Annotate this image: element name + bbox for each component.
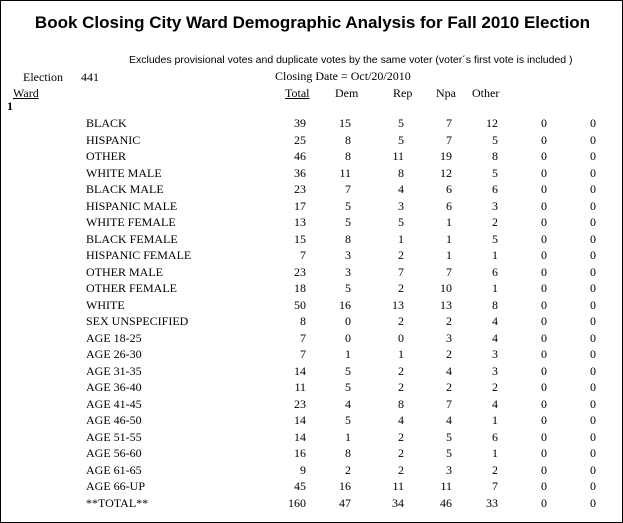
cell-extra-2: 0 xyxy=(590,231,596,246)
cell-extra-1: 0 xyxy=(541,182,547,196)
cell-dem: 47 xyxy=(339,495,351,510)
cell-extra-2: 0 xyxy=(590,495,596,510)
cell-rep: 1 xyxy=(398,347,404,361)
cell-extra-1: 0 xyxy=(541,281,547,295)
cell-other: 8 xyxy=(492,297,498,312)
cell-rep: 0 xyxy=(398,330,404,345)
cell-extra-2: 0 xyxy=(590,347,596,361)
report-title: Book Closing City Ward Demographic Analysis for Fall 2010 Election xyxy=(34,13,591,32)
cell-other: 6 xyxy=(492,264,498,279)
cell-extra-2: 0 xyxy=(590,215,596,229)
cell-extra-2: 0 xyxy=(590,396,596,411)
cell-total: 11 xyxy=(294,380,306,394)
cell-npa: 4 xyxy=(446,413,452,427)
cell-extra-1: 0 xyxy=(541,149,547,163)
cell-extra-1: 0 xyxy=(541,363,547,378)
cell-rep: 2 xyxy=(398,380,404,394)
column-header-rep: Rep xyxy=(393,86,413,100)
cell-extra-1: 0 xyxy=(541,248,547,262)
closing-date: Closing Date = Oct/20/2010 xyxy=(275,69,411,83)
cell-total: 160 xyxy=(288,495,306,510)
cell-total: 36 xyxy=(294,165,306,180)
cell-extra-2: 0 xyxy=(590,429,596,444)
cell-extra-2: 0 xyxy=(590,297,596,312)
cell-rep: 2 xyxy=(398,462,404,477)
cell-other: 7 xyxy=(492,479,498,493)
table-row xyxy=(1,115,623,131)
cell-other: 12 xyxy=(486,116,498,130)
cell-total: 25 xyxy=(294,132,306,147)
cell-npa: 2 xyxy=(446,314,452,328)
cell-rep: 5 xyxy=(398,132,404,147)
cell-other: 1 xyxy=(492,248,498,262)
cell-dem: 3 xyxy=(345,248,351,262)
row-label: AGE 31-35 xyxy=(86,363,142,378)
cell-rep: 2 xyxy=(398,281,404,295)
cell-extra-2: 0 xyxy=(590,413,596,427)
cell-npa: 7 xyxy=(446,132,452,147)
cell-rep: 5 xyxy=(398,116,404,130)
cell-npa: 19 xyxy=(440,149,452,163)
row-label: AGE 61-65 xyxy=(86,462,142,477)
cell-extra-1: 0 xyxy=(541,264,547,279)
table-row xyxy=(1,247,623,263)
row-label: AGE 66-UP xyxy=(86,479,145,493)
cell-other: 2 xyxy=(492,215,498,229)
column-header-npa: Npa xyxy=(436,86,456,100)
cell-extra-2: 0 xyxy=(590,462,596,477)
cell-extra-1: 0 xyxy=(541,165,547,180)
row-label: AGE 56-60 xyxy=(86,446,142,460)
cell-rep: 7 xyxy=(398,264,404,279)
cell-dem: 4 xyxy=(345,396,351,411)
table-row xyxy=(1,379,623,395)
election-label: Election xyxy=(23,70,63,84)
cell-rep: 4 xyxy=(398,182,404,196)
cell-rep: 2 xyxy=(398,248,404,262)
row-label: AGE 36-40 xyxy=(86,380,142,394)
table-row xyxy=(1,462,623,478)
table-row xyxy=(1,165,623,181)
cell-other: 3 xyxy=(492,198,498,213)
row-label: AGE 26-30 xyxy=(86,347,142,361)
table-row xyxy=(1,429,623,445)
cell-dem: 8 xyxy=(345,132,351,147)
cell-dem: 5 xyxy=(345,363,351,378)
cell-extra-1: 0 xyxy=(541,215,547,229)
row-label: HISPANIC xyxy=(86,132,141,147)
cell-extra-1: 0 xyxy=(541,413,547,427)
cell-npa: 46 xyxy=(440,495,452,510)
cell-extra-2: 0 xyxy=(590,132,596,147)
cell-dem: 1 xyxy=(345,347,351,361)
cell-other: 5 xyxy=(492,165,498,180)
cell-npa: 2 xyxy=(446,347,452,361)
cell-other: 4 xyxy=(492,396,498,411)
column-header-ward: Ward xyxy=(13,86,39,100)
cell-extra-2: 0 xyxy=(590,149,596,163)
cell-extra-1: 0 xyxy=(541,479,547,493)
cell-extra-1: 0 xyxy=(541,380,547,394)
cell-extra-1: 0 xyxy=(541,495,547,510)
cell-dem: 1 xyxy=(345,429,351,444)
table-row xyxy=(1,363,623,379)
cell-other: 3 xyxy=(492,347,498,361)
election-number: 441 xyxy=(81,70,99,84)
cell-total: 23 xyxy=(294,264,306,279)
cell-dem: 11 xyxy=(339,165,351,180)
cell-npa: 1 xyxy=(446,215,452,229)
cell-rep: 2 xyxy=(398,363,404,378)
table-row xyxy=(1,396,623,412)
cell-total: 7 xyxy=(300,248,306,262)
cell-extra-2: 0 xyxy=(590,248,596,262)
cell-dem: 0 xyxy=(345,314,351,328)
row-label: BLACK FEMALE xyxy=(86,231,178,246)
cell-total: 23 xyxy=(294,182,306,196)
cell-rep: 2 xyxy=(398,446,404,460)
cell-extra-1: 0 xyxy=(541,462,547,477)
cell-extra-1: 0 xyxy=(541,132,547,147)
cell-total: 15 xyxy=(294,231,306,246)
cell-dem: 5 xyxy=(345,380,351,394)
cell-total: 8 xyxy=(300,314,306,328)
cell-rep: 13 xyxy=(392,297,404,312)
cell-rep: 4 xyxy=(398,413,404,427)
table-row xyxy=(1,330,623,346)
cell-rep: 8 xyxy=(398,165,404,180)
table-row xyxy=(1,313,623,329)
table-row xyxy=(1,297,623,313)
row-label: BLACK MALE xyxy=(86,182,164,196)
cell-extra-1: 0 xyxy=(541,347,547,361)
column-header-other: Other xyxy=(472,86,500,100)
table-row xyxy=(1,231,623,247)
cell-total: 17 xyxy=(294,198,306,213)
row-label: OTHER MALE xyxy=(86,264,163,279)
row-label: AGE 41-45 xyxy=(86,396,142,411)
table-row xyxy=(1,148,623,164)
table-row xyxy=(1,181,623,197)
row-label: WHITE xyxy=(86,297,125,312)
cell-extra-1: 0 xyxy=(541,314,547,328)
cell-total: 9 xyxy=(300,462,306,477)
cell-dem: 0 xyxy=(345,330,351,345)
cell-extra-2: 0 xyxy=(590,330,596,345)
column-header-dem: Dem xyxy=(335,86,359,100)
cell-rep: 3 xyxy=(398,198,404,213)
cell-dem: 5 xyxy=(345,198,351,213)
cell-dem: 8 xyxy=(345,446,351,460)
cell-extra-2: 0 xyxy=(590,198,596,213)
cell-extra-1: 0 xyxy=(541,429,547,444)
cell-extra-2: 0 xyxy=(590,479,596,493)
cell-other: 1 xyxy=(492,446,498,460)
cell-other: 4 xyxy=(492,330,498,345)
cell-other: 5 xyxy=(492,231,498,246)
row-label: SEX UNSPECIFIED xyxy=(86,314,189,328)
cell-npa: 1 xyxy=(446,231,452,246)
cell-rep: 2 xyxy=(398,314,404,328)
cell-total: 23 xyxy=(294,396,306,411)
cell-total: 7 xyxy=(300,347,306,361)
table-row xyxy=(1,495,623,511)
table-row xyxy=(1,132,623,148)
cell-dem: 8 xyxy=(345,231,351,246)
cell-npa: 7 xyxy=(446,116,452,130)
cell-npa: 6 xyxy=(446,182,452,196)
cell-rep: 11 xyxy=(392,479,404,493)
cell-rep: 5 xyxy=(398,215,404,229)
cell-dem: 16 xyxy=(339,297,351,312)
cell-extra-2: 0 xyxy=(590,264,596,279)
table-row xyxy=(1,346,623,362)
cell-npa: 7 xyxy=(446,396,452,411)
row-label: AGE 46-50 xyxy=(86,413,142,427)
cell-extra-1: 0 xyxy=(541,446,547,460)
cell-extra-2: 0 xyxy=(590,446,596,460)
report-note: Excludes provisional votes and duplicate votes by the same voter (voter´s first vote is included ) xyxy=(129,54,573,66)
cell-dem: 5 xyxy=(345,281,351,295)
cell-npa: 10 xyxy=(440,281,452,295)
cell-rep: 2 xyxy=(398,429,404,444)
cell-extra-1: 0 xyxy=(541,297,547,312)
cell-other: 4 xyxy=(492,314,498,328)
ward-number: 1 xyxy=(7,99,13,113)
row-label: AGE 18-25 xyxy=(86,330,142,345)
cell-total: 13 xyxy=(294,215,306,229)
row-label: AGE 51-55 xyxy=(86,429,142,444)
cell-dem: 2 xyxy=(345,462,351,477)
row-label: WHITE FEMALE xyxy=(86,215,176,229)
cell-extra-1: 0 xyxy=(541,198,547,213)
table-row xyxy=(1,214,623,230)
cell-dem: 8 xyxy=(345,149,351,163)
table-row xyxy=(1,412,623,428)
cell-rep: 34 xyxy=(392,495,404,510)
cell-total: 39 xyxy=(294,116,306,130)
cell-npa: 6 xyxy=(446,198,452,213)
row-label: HISPANIC FEMALE xyxy=(86,248,192,262)
cell-extra-1: 0 xyxy=(541,231,547,246)
cell-other: 8 xyxy=(492,149,498,163)
cell-dem: 5 xyxy=(345,215,351,229)
cell-total: 45 xyxy=(294,479,306,493)
cell-extra-2: 0 xyxy=(590,281,596,295)
cell-extra-2: 0 xyxy=(590,165,596,180)
cell-other: 3 xyxy=(492,363,498,378)
row-label: HISPANIC MALE xyxy=(86,198,178,213)
cell-npa: 3 xyxy=(446,330,452,345)
cell-total: 14 xyxy=(294,413,306,427)
cell-total: 16 xyxy=(294,446,306,460)
cell-dem: 7 xyxy=(345,182,351,196)
cell-extra-2: 0 xyxy=(590,363,596,378)
cell-other: 33 xyxy=(486,495,498,510)
cell-total: 14 xyxy=(294,363,306,378)
cell-other: 1 xyxy=(492,413,498,427)
cell-other: 6 xyxy=(492,182,498,196)
cell-other: 2 xyxy=(492,462,498,477)
cell-other: 1 xyxy=(492,281,498,295)
cell-npa: 13 xyxy=(440,297,452,312)
table-row xyxy=(1,445,623,461)
cell-total: 14 xyxy=(294,429,306,444)
cell-total: 18 xyxy=(294,281,306,295)
cell-extra-1: 0 xyxy=(541,116,547,130)
cell-npa: 5 xyxy=(446,446,452,460)
column-header-total: Total xyxy=(285,86,310,100)
table-row xyxy=(1,478,623,494)
cell-other: 5 xyxy=(492,132,498,147)
table-row xyxy=(1,264,623,280)
cell-npa: 12 xyxy=(440,165,452,180)
cell-dem: 3 xyxy=(345,264,351,279)
cell-rep: 11 xyxy=(392,149,404,163)
cell-npa: 4 xyxy=(446,363,452,378)
table-row xyxy=(1,198,623,214)
row-label: OTHER xyxy=(86,149,126,163)
cell-extra-1: 0 xyxy=(541,396,547,411)
cell-rep: 8 xyxy=(398,396,404,411)
cell-extra-2: 0 xyxy=(590,182,596,196)
cell-other: 6 xyxy=(492,429,498,444)
cell-npa: 7 xyxy=(446,264,452,279)
cell-other: 2 xyxy=(492,380,498,394)
cell-extra-2: 0 xyxy=(590,314,596,328)
row-label: WHITE MALE xyxy=(86,165,162,180)
cell-npa: 5 xyxy=(446,429,452,444)
row-label: BLACK xyxy=(86,116,127,130)
cell-extra-2: 0 xyxy=(590,380,596,394)
table-row xyxy=(1,280,623,296)
cell-dem: 16 xyxy=(339,479,351,493)
cell-total: 7 xyxy=(300,330,306,345)
cell-npa: 2 xyxy=(446,380,452,394)
cell-extra-2: 0 xyxy=(590,116,596,130)
cell-dem: 15 xyxy=(339,116,351,130)
cell-total: 46 xyxy=(294,149,306,163)
cell-npa: 1 xyxy=(446,248,452,262)
cell-rep: 1 xyxy=(398,231,404,246)
cell-total: 50 xyxy=(294,297,306,312)
cell-dem: 5 xyxy=(345,413,351,427)
cell-npa: 11 xyxy=(440,479,452,493)
row-label: OTHER FEMALE xyxy=(86,281,177,295)
cell-npa: 3 xyxy=(446,462,452,477)
cell-extra-1: 0 xyxy=(541,330,547,345)
row-label: **TOTAL** xyxy=(86,495,149,510)
